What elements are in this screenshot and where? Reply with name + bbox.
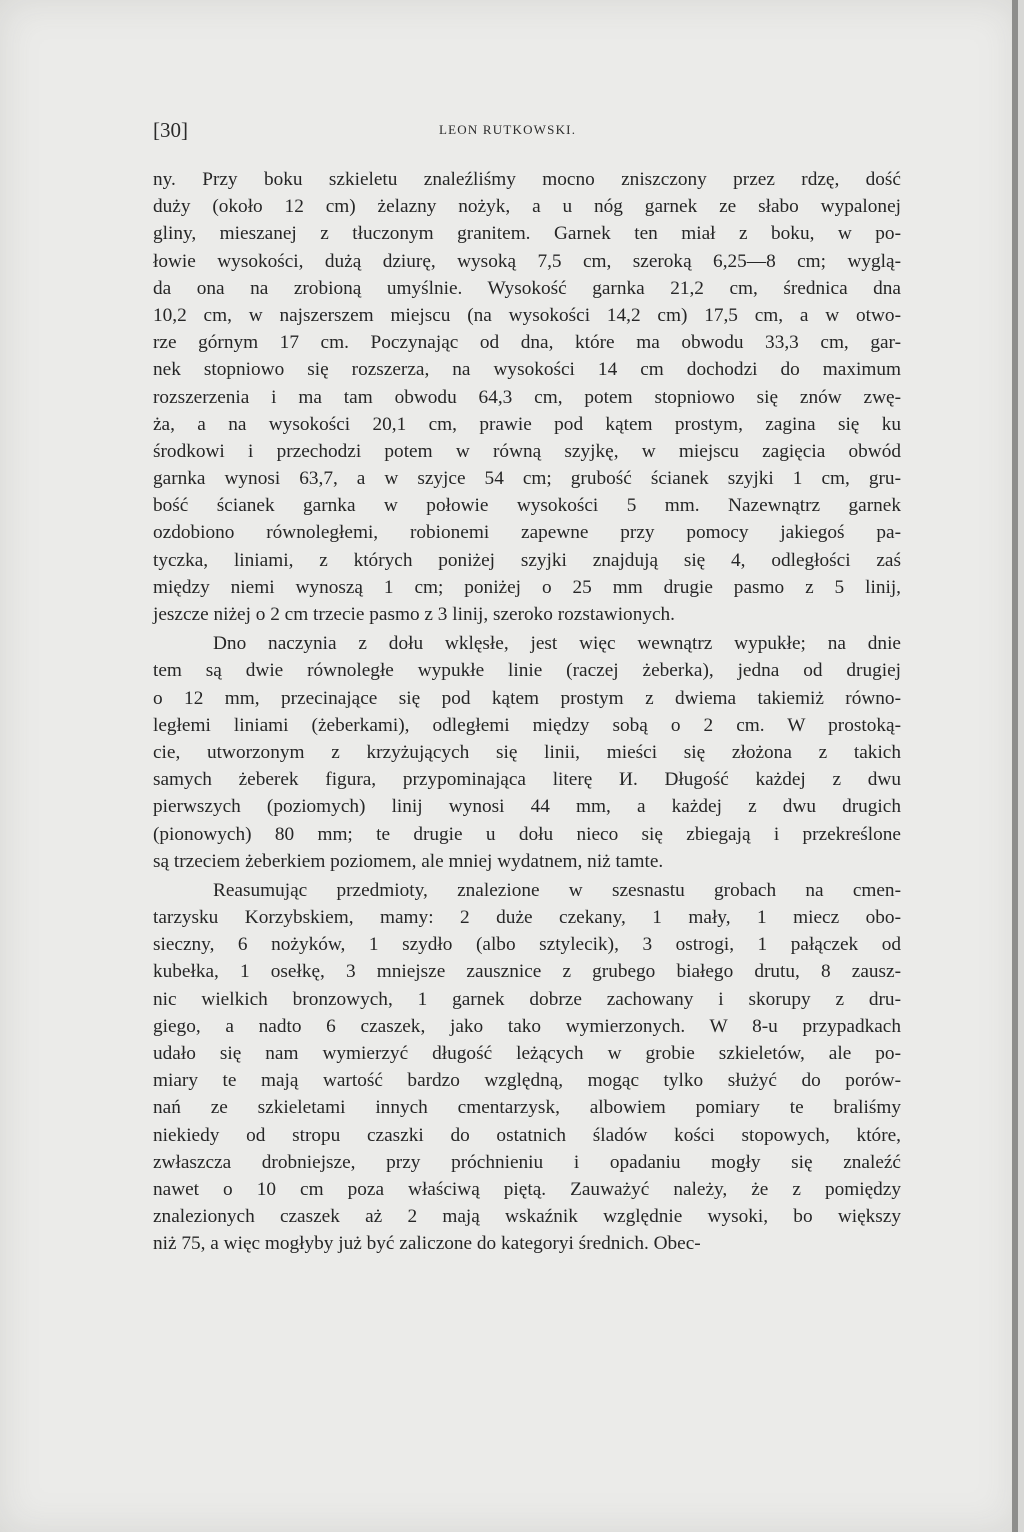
text-line: gliny, mieszanej z tłuczonym granitem. Garnek ten miał z boku, w po- xyxy=(153,223,901,245)
text-line: między niemi wynoszą 1 cm; poniżej o 25 mm drugie pasmo z 5 linij, xyxy=(153,576,901,598)
page-header xyxy=(153,118,901,142)
text-line: da ona na zrobioną umyślnie. Wysokość garnka 21,2 cm, średnica dna xyxy=(153,277,901,299)
page-number: [30] xyxy=(153,118,188,142)
text-line: 10,2 cm, w najszerszem miejscu (na wysokości 14,2 cm) 17,5 cm, a w otwo- xyxy=(153,304,901,326)
text-line: bość ścianek garnka w połowie wysokości 5 mm. Nazewnątrz garnek xyxy=(153,495,901,517)
paragraph xyxy=(153,630,901,875)
paragraph xyxy=(153,166,901,628)
text-line: o 12 mm, przecinające się pod kątem prostym z dwiema takiemiż równo- xyxy=(153,687,901,709)
text-line: rozszerzenia i ma tam obwodu 64,3 cm, potem stopniowo się znów zwę- xyxy=(153,386,901,408)
text-line: nań ze szkieletami innych cmentarzysk, albowiem pomiary te braliśmy xyxy=(153,1097,901,1119)
text-line: ległemi liniami (żeberkami), odległemi między sobą o 2 cm. W prostoką- xyxy=(153,714,901,736)
text-line: są trzeciem żeberkiem poziomem, ale mniej wydatnem, niż tamte. xyxy=(153,850,664,872)
text-line: ża, a na wysokości 20,1 cm, prawie pod kątem prostym, zagina się ku xyxy=(153,413,901,435)
text-line: cie, utworzonym z krzyżujących się linii, mieści się złożona z takich xyxy=(153,741,901,763)
text-line: kubełka, 1 osełkę, 3 mniejsze zausznice z grubego białego drutu, 8 zausz- xyxy=(153,961,901,983)
text-line: niekiedy od stropu czaszki do ostatnich śladów kości stopowych, które, xyxy=(153,1124,901,1146)
text-line: tarzysku Korzybskiem, mamy: 2 duże czekany, 1 mały, 1 miecz obo- xyxy=(153,907,901,929)
paragraph xyxy=(153,877,901,1258)
text-line: znalezionych czaszek aż 2 mają wskaźnik względnie wysoki, bo większy xyxy=(153,1206,901,1228)
text-line: udało się nam wymierzyć długość leżących w grobie szkieletów, ale po- xyxy=(153,1043,901,1064)
text-line: środkowi i przechodzi potem w równą szyjkę, w miejscu zagięcia obwód xyxy=(153,440,901,462)
text-line: nawet o 10 cm poza właściwą piętą. Zauważyć należy, że z pomiędzy xyxy=(153,1178,901,1200)
page-edge xyxy=(1012,0,1018,1532)
text-line: samych żeberek figura, przypominająca literę И. Długość każdej z dwu xyxy=(153,769,901,791)
text-line: zwłaszcza drobniejsze, przy próchnieniu i opadaniu mogły się znaleźć xyxy=(153,1151,901,1173)
text-line: (pionowych) 80 mm; te drugie u dołu nieco się zbiegają i przekreślone xyxy=(153,823,901,845)
text-line: garnka wynosi 63,7, a w szyjce 54 cm; grubość ścianek szyjki 1 cm, gru- xyxy=(153,468,901,490)
running-head: LEON RUTKOWSKI. xyxy=(439,122,577,137)
text-line: giego, a nadto 6 czaszek, jako tako wymierzonych. W 8-u przypadkach xyxy=(153,1015,901,1037)
text-line: miary te mają wartość bardzo względną, mogąc tylko służyć do porów- xyxy=(153,1070,901,1092)
text-line: ozdobiono równoległemi, robionemi zapewne przy pomocy jakiegoś pa- xyxy=(153,522,901,544)
text-line: tem są dwie równoległe wypukłe linie (raczej żeberka), jedna od drugiej xyxy=(153,660,901,682)
text-line: rze górnym 17 cm. Poczynając od dna, które ma obwodu 33,3 cm, gar- xyxy=(153,332,901,354)
text-line: nek stopniowo się rozszerza, na wysokości 14 cm dochodzi do maximum xyxy=(153,359,901,381)
text-line: duży (około 12 cm) żelazny nożyk, a u nóg garnek ze słabo wypalonej xyxy=(153,196,901,218)
text-line: Reasumując przedmioty, znalezione w szesnastu grobach na cmen- xyxy=(213,879,901,901)
text-line: jeszcze niżej o 2 cm trzecie pasmo z 3 linij, szeroko rozstawionych. xyxy=(153,604,675,625)
text-line: sieczny, 6 nożyków, 1 szydło (albo sztylecik), 3 ostrogi, 1 pałączek od xyxy=(153,934,901,956)
text-line: łowie wysokości, dużą dziurę, wysoką 7,5 cm, szeroką 6,25—8 cm; wyglą- xyxy=(153,250,901,272)
text-line: Dno naczynia z dołu wklęsłe, jest więc wewnątrz wypukłe; na dnie xyxy=(213,633,901,655)
text-line: ny. Przy boku szkieletu znaleźliśmy mocno zniszczony przez rdzę, dość xyxy=(153,169,901,190)
text-line: niż 75, a więc mogłyby już być zaliczone do kategoryi średnich. Obec- xyxy=(153,1233,701,1255)
text-line: tyczka, liniami, z których poniżej szyjki znajdują się 4, odległości zaś xyxy=(153,549,901,571)
body-text xyxy=(153,166,901,1258)
text-line: pierwszych (poziomych) linij wynosi 44 mm, a każdej z dwu drugich xyxy=(153,796,901,818)
text-line: nic wielkich bronzowych, 1 garnek dobrze zachowany i skorupy z dru- xyxy=(153,988,901,1010)
